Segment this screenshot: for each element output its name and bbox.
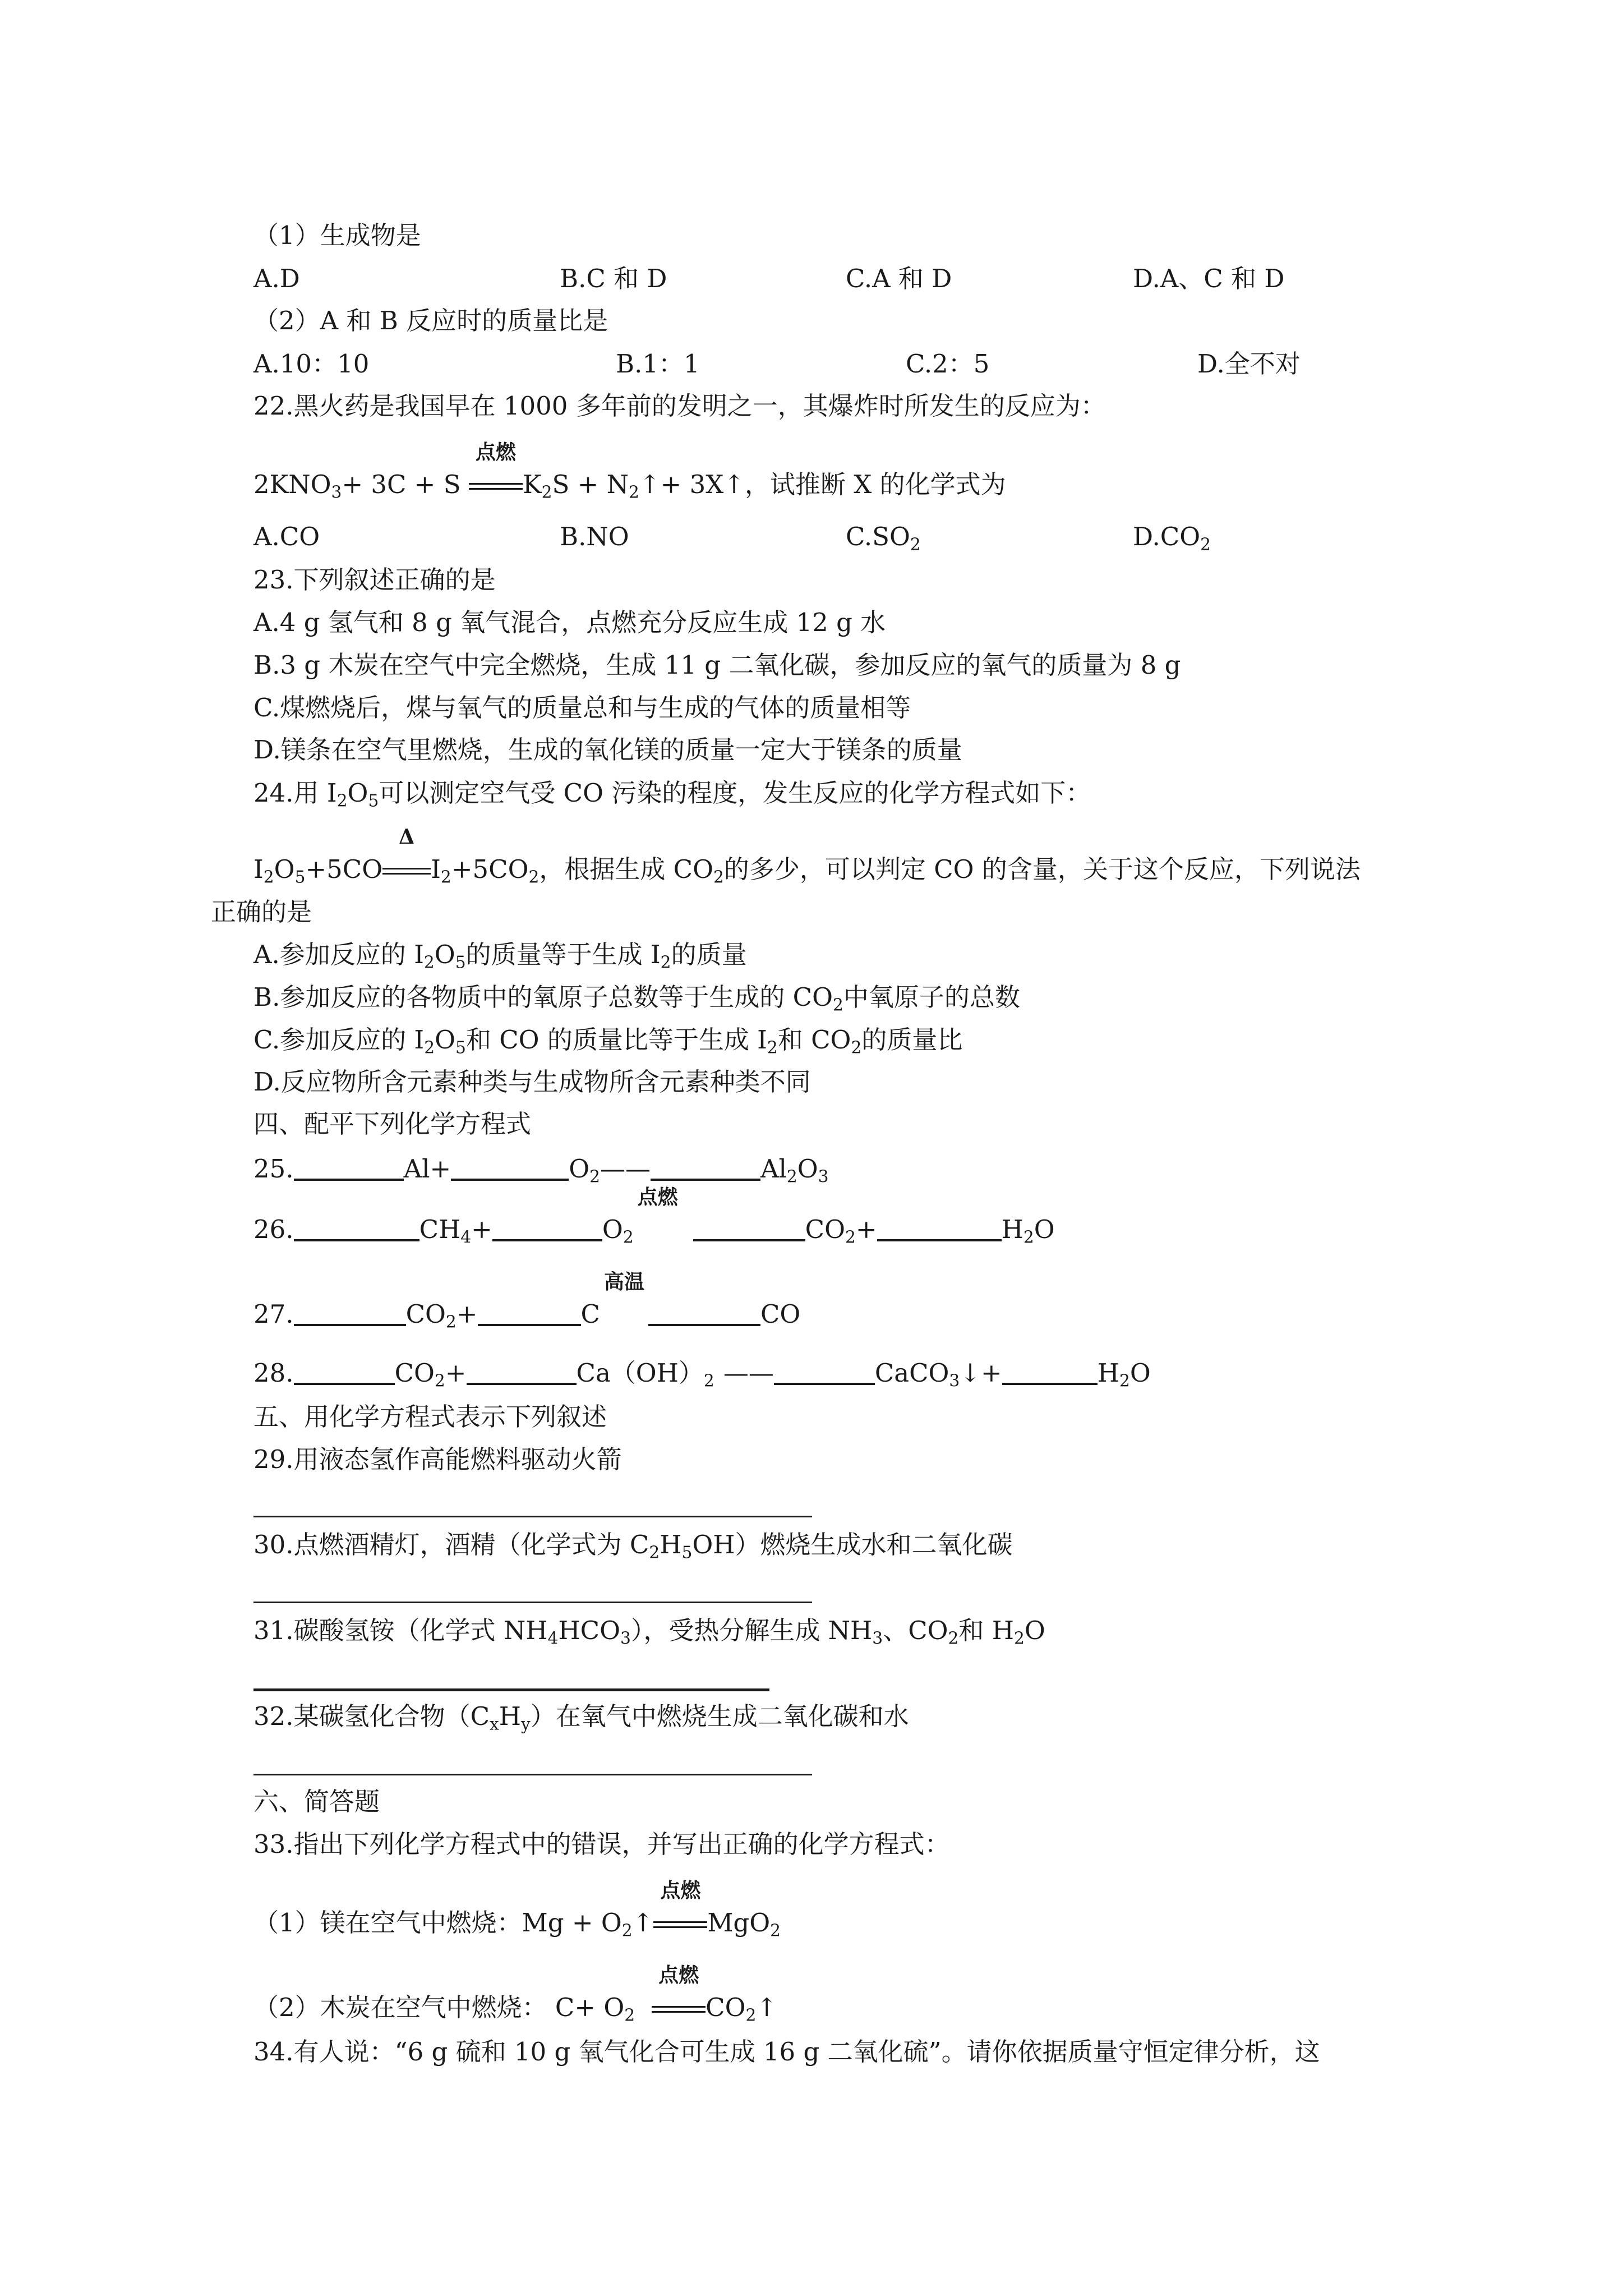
q25-blank-3[interactable] [651, 1154, 760, 1181]
q28-blank-4[interactable] [1002, 1358, 1098, 1385]
q26-blank-4[interactable] [877, 1214, 1002, 1241]
q29: 29.用液态氢作高能燃料驱动火箭 [253, 1444, 622, 1474]
q26-blank-2[interactable] [492, 1214, 602, 1241]
q27-blank-1[interactable] [294, 1299, 406, 1326]
q24-stem-cont: 正确的是 [211, 897, 312, 927]
q26-condition-arrow: 点燃 [637, 1185, 678, 1209]
q23-option-a: A.4 g 氢气和 8 g 氧气混合，点燃充分反应生成 12 g 水 [253, 608, 886, 637]
q22-option-a: A.CO [253, 522, 320, 551]
q27-blank-2[interactable] [478, 1299, 581, 1326]
q28: 28. $CO_2+ Ca(OH)_2$ —— CaCO$_3$↓+ $H_2O$ [253, 1358, 1151, 1391]
section4-title: 四、配平下列化学方程式 [253, 1109, 532, 1139]
q22-option-c: $C.SO_2$ [846, 522, 921, 555]
q21-sub2: （2）A 和 B 反应时的质量比是 [253, 306, 608, 335]
q21-sub2-option-a: A.10：10 [253, 349, 370, 379]
q32-answer-line[interactable] [253, 1774, 812, 1775]
q24-option-d: D.反应物所含元素种类与生成物所含元素种类不同 [253, 1067, 811, 1097]
section5-title: 五、用化学方程式表示下列叙述 [253, 1402, 607, 1432]
q33-1-condition-arrow: 点燃 [653, 1905, 707, 1941]
q27-blank-3[interactable] [648, 1299, 760, 1326]
q21-option-d: D.A、C 和 D [1133, 264, 1285, 293]
q25-blank-2[interactable] [451, 1154, 569, 1181]
q23-stem: 23.下列叙述正确的是 [253, 565, 496, 595]
q32: 32.某碳氢化合物$(C_xH_y)$在氧气中燃烧生成二氧化碳和水 [253, 1701, 909, 1734]
q27: 27. $CO_2+ C$ 高温 CO [253, 1270, 801, 1332]
q33-item-2: （2）木炭在空气中燃烧： $C+ O_2$ 点燃 $CO_2↑$ [253, 1963, 778, 2026]
q30-answer-line[interactable] [253, 1602, 812, 1603]
q21-option-c: C.A 和 D [846, 264, 952, 293]
q22-stem: 22.黑火药是我国早在 1000 多年前的发明之一，其爆炸时所发生的反应为： [253, 391, 1106, 421]
q22-equation: $2KNO_3+ 3C + S$ 点燃 $K_2S$ + $N_2↑+$ 3X↑，试推断 X 的化学式为 [253, 440, 1006, 503]
q21-sub2-option-b: B.1：1 [616, 349, 700, 379]
q25-blank-1[interactable] [294, 1154, 404, 1181]
q26-blank-1[interactable] [294, 1214, 419, 1241]
q33-item-1: （1）镁在空气中燃烧：$Mg + O_2↑$ 点燃 MgO$_2$ [253, 1879, 781, 1941]
q24-equation: $I_2O_5+5CO$ Δ $I_2+5CO_2$，根据生成 $CO_2$的多少，可以判定 CO 的含量，关于这个反应，下列说法 [253, 825, 1361, 887]
q31-answer-line[interactable] [253, 1688, 769, 1691]
q24-option-c: C.参加反应的 $I_2O_5$和 CO 的质量比等于生成 $I_2$和 $CO_2$的质量比 [253, 1025, 963, 1058]
q30: 30.点燃酒精灯，酒精（化学式为 $C_2H_5OH$）燃烧生成水和二氧化碳 [253, 1530, 1013, 1563]
q24-stem: 24.用 $I_2O_5$可以测定空气受 CO 污染的程度，发生反应的化学方程式如下： [253, 778, 1091, 811]
q21-sub2-option-d: D.全不对 [1197, 349, 1301, 379]
q22-option-d: $D.CO_2$ [1133, 522, 1211, 555]
q26-blank-3[interactable] [693, 1214, 805, 1241]
q28-blank-3[interactable] [774, 1358, 875, 1385]
q27-condition-arrow: 高温 [603, 1270, 644, 1294]
q21-option-b: B.C 和 D [560, 264, 667, 293]
q22-condition-arrow: 点燃 [469, 467, 523, 503]
q23-option-b: B.3 g 木炭在空气中完全燃烧，生成 11 g 二氧化碳，参加反应的氧气的质量为 8 g [253, 650, 1181, 680]
q33-stem: 33.指出下列化学方程式中的错误，并写出正确的化学方程式： [253, 1829, 950, 1859]
q28-blank-1[interactable] [294, 1358, 395, 1385]
q31: 31.碳酸氢铵（化学式 $NH_4HCO_3$），受热分解生成 $NH_3$、$CO_2$和 $H_2O$ [253, 1616, 1045, 1649]
q23-option-c: C.煤燃烧后，煤与氧气的质量总和与生成的气体的质量相等 [253, 693, 911, 723]
q21-sub1: （1）生成物是 [253, 220, 421, 250]
q34: 34.有人说：“6 g 硫和 10 g 氧气化合可生成 16 g 二氧化硫”。请你依据质量守恒定律分析，这 [253, 2037, 1320, 2067]
q28-blank-2[interactable] [467, 1358, 577, 1385]
q24-option-b: B.参加反应的各物质中的氧原子总数等于生成的 $CO_2$中氧原子的总数 [253, 982, 1020, 1015]
section6-title: 六、简答题 [253, 1787, 380, 1816]
q25: 25. $Al+ O_2——$ $Al_2O_3$ [253, 1154, 829, 1187]
q21-sub2-option-c: C.2：5 [906, 349, 990, 379]
q22-option-b: B.NO [560, 522, 629, 551]
q26: 26. $CH_4+ O_2$ 点燃 $CO_2+ H_2O$ [253, 1185, 1055, 1248]
q29-answer-line[interactable] [253, 1516, 812, 1517]
q24-condition-arrow: Δ [382, 852, 431, 887]
q33-2-condition-arrow: 点燃 [652, 1990, 706, 2026]
q24-option-a: A.参加反应的 $I_2O_5$的质量等于生成 $I_2$的质量 [253, 940, 747, 973]
q21-option-a: A.D [253, 264, 300, 293]
q23-option-d: D.镁条在空气里燃烧，生成的氧化镁的质量一定大于镁条的质量 [253, 735, 962, 765]
